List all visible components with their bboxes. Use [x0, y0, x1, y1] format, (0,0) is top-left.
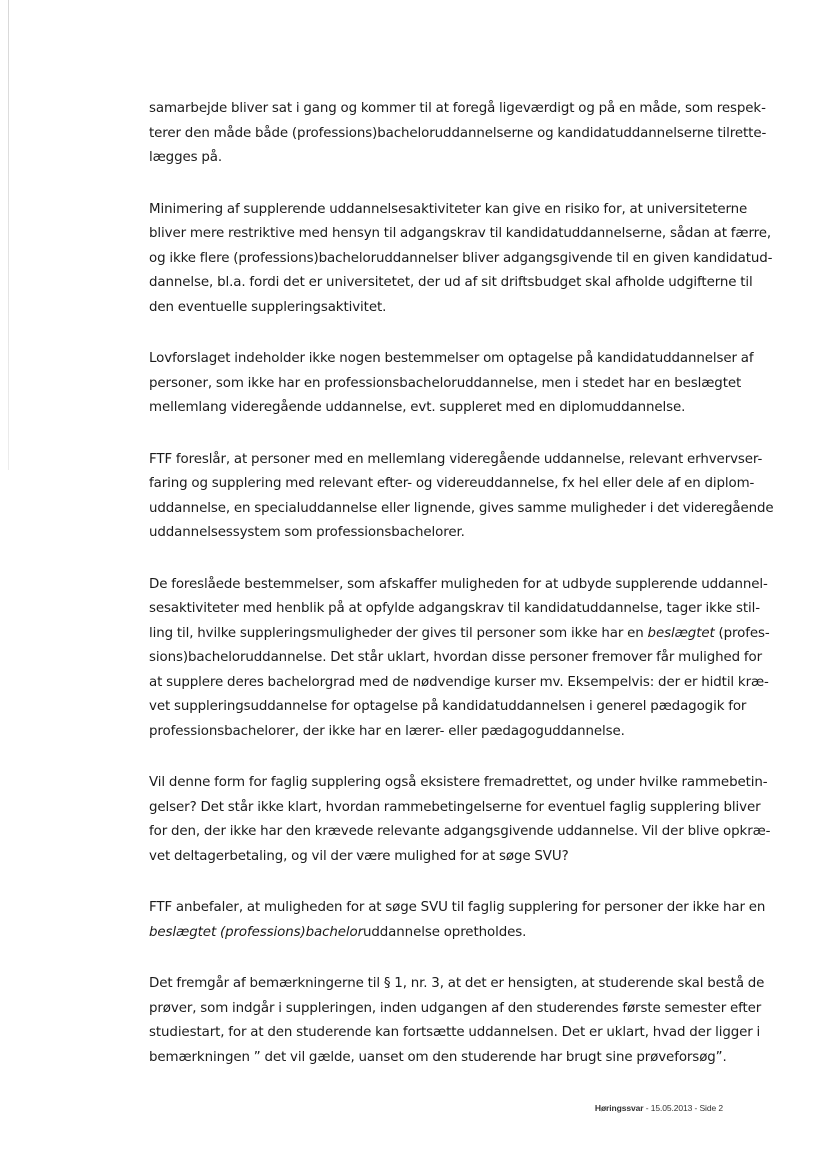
text-line	[149, 296, 729, 321]
text-segment: uddannelsessystem som professionsbachelorer.	[149, 525, 465, 540]
text-segment: mellemlang videregående uddannelse, evt. suppleret med en diplomuddannelse.	[149, 400, 686, 415]
text-segment: samarbejde bliver sat i gang og kommer til at foregå ligeværdigt og på en måde, som respek-	[149, 101, 766, 116]
text-line	[149, 695, 747, 720]
text-segment: at supplere deres bachelorgrad med de nødvendige kurser mv. Eksempelvis: der er hidtil kræ-	[149, 674, 769, 690]
text-line	[149, 198, 748, 223]
text-segment: Lovforslaget indeholder ikke nogen bestemmelser om optagelse på kandidatuddannelser af	[149, 351, 754, 366]
text-segment: FTF foreslår, at personer med en mellemlang videregående uddannelse, relevant erhvervser-	[149, 451, 763, 467]
text-line	[149, 97, 766, 122]
text-segment: gelser? Det står ikke klart, hvordan rammebetingelserne for eventuel faglig supplering bliver	[149, 799, 761, 815]
text-line	[149, 247, 773, 272]
text-line	[149, 671, 769, 696]
text-line	[149, 646, 762, 671]
text-segment: lægges på.	[149, 150, 223, 165]
text-line	[149, 146, 729, 171]
text-line	[149, 521, 729, 546]
text-line	[149, 497, 774, 522]
text-segment: faring og supplering med relevant efter- og videreuddannelse, fx hel eller dele af en diplom-	[149, 476, 755, 491]
text-segment: Vil denne form for faglig supplering også eksistere fremadrettet, og under hvilke rammebetin-	[149, 775, 768, 790]
text-segment: sions)bacheloruddannelse. Det står uklart, hvordan disse personer fremover får mulighed for	[149, 650, 762, 665]
text-segment: prøver, som indgår i suppleringen, inden udgangen af den studerendes første semester efter	[149, 1000, 762, 1016]
text-line	[149, 222, 772, 247]
text-line	[149, 372, 742, 397]
page-footer	[595, 1103, 723, 1113]
text-segment: studiestart, for at den studerende kan fortsætte uddannelsen. Det er uklart, hvad der ligger i	[149, 1025, 761, 1040]
paragraph	[149, 198, 773, 321]
text-segment: uddannelse opretholdes.	[363, 924, 527, 940]
text-segment: Det fremgår af bemærkningerne til § 1, nr. 3, at det er hensigten, at studerende skal bestå de	[149, 976, 765, 991]
text-segment: bemærkningen ” det vil gælde, uanset om den studerende har brugt sine prøveforsøg”.	[149, 1049, 727, 1065]
text-line	[149, 972, 765, 997]
text-line	[149, 271, 753, 296]
text-line	[149, 1021, 761, 1046]
text-line	[149, 396, 729, 421]
text-segment: (profes-	[714, 625, 770, 641]
text-segment: ling til, hvilke suppleringsmuligheder der gives til personer som ikke har en	[149, 625, 648, 641]
text-segment: og ikke flere (professions)bacheloruddannelser bliver adgangsgivende til en given kandidatud-	[149, 250, 773, 266]
footer-date-page: - 15.05.2013 - Side 2	[643, 1103, 723, 1113]
emphasis-text: beslægtet	[647, 625, 715, 641]
text-segment: for den, der ikke har den krævede relevante adgangsgivende uddannelse. Vil der blive opkræ-	[149, 824, 771, 839]
paragraph	[149, 97, 767, 171]
text-line	[149, 921, 729, 946]
text-segment: uddannelse, en specialuddannelse eller lignende, gives samme muligheder i det videregående	[149, 500, 774, 516]
scan-edge-line	[8, 0, 9, 470]
text-segment: FTF anbefaler, at muligheden for at søge SVU til faglig supplering for personer der ikke har en	[149, 900, 766, 915]
text-segment: dannelse, bl.a. fordi det er universitetet, der ud af sit driftsbudget skal afholde udgifterne til	[149, 275, 753, 290]
document-body	[149, 97, 774, 1070]
paragraph	[149, 573, 770, 745]
text-line	[149, 573, 768, 598]
text-line	[149, 472, 755, 497]
text-segment: personer, som ikke har en professionsbacheloruddannelse, men i stedet har en beslægtet	[149, 375, 742, 391]
text-line	[149, 597, 761, 622]
text-segment: professionsbachelorer, der ikke har en lærer- eller pædagoguddannelse.	[149, 723, 625, 739]
text-line	[149, 771, 768, 796]
paragraph	[149, 771, 771, 869]
paragraph	[149, 972, 765, 1070]
text-line	[149, 347, 754, 372]
text-line	[149, 820, 771, 845]
text-line	[149, 845, 729, 870]
text-segment: sesaktiviteter med henblik på at opfylde adgangskrav til kandidatuddannelse, tager ikke stil-	[149, 601, 761, 616]
text-line	[149, 997, 762, 1022]
text-line	[149, 622, 770, 647]
emphasis-text: beslægtet (professions)bachelor	[149, 924, 363, 940]
text-segment: vet deltagerbetaling, og vil der være mulighed for at søge SVU?	[149, 848, 569, 864]
text-line	[149, 896, 766, 921]
text-line	[149, 448, 763, 473]
text-segment: den eventuelle suppleringsaktivitet.	[149, 299, 387, 315]
text-line	[149, 720, 729, 745]
paragraph	[149, 448, 774, 546]
text-line	[149, 796, 761, 821]
paragraph	[149, 896, 766, 945]
paragraph	[149, 347, 754, 421]
footer-label: Høringssvar	[594, 1103, 644, 1113]
text-line	[149, 1046, 729, 1071]
text-segment: terer den måde både (professions)bacheloruddannelserne og kandidatuddannelserne tilrette-	[149, 125, 767, 141]
text-segment: De foreslåede bestemmelser, som afskaffer muligheden for at udbyde supplerende uddannel-	[149, 576, 768, 592]
text-segment: Minimering af supplerende uddannelsesaktiviteter kan give en risiko for, at universiteterne	[149, 201, 748, 217]
text-line	[149, 122, 767, 147]
text-segment: bliver mere restriktive med hensyn til adgangskrav til kandidatuddannelserne, sådan at færre,	[149, 226, 772, 241]
text-segment: vet suppleringsuddannelse for optagelse på kandidatuddannelsen i generel pædagogik for	[149, 699, 747, 714]
